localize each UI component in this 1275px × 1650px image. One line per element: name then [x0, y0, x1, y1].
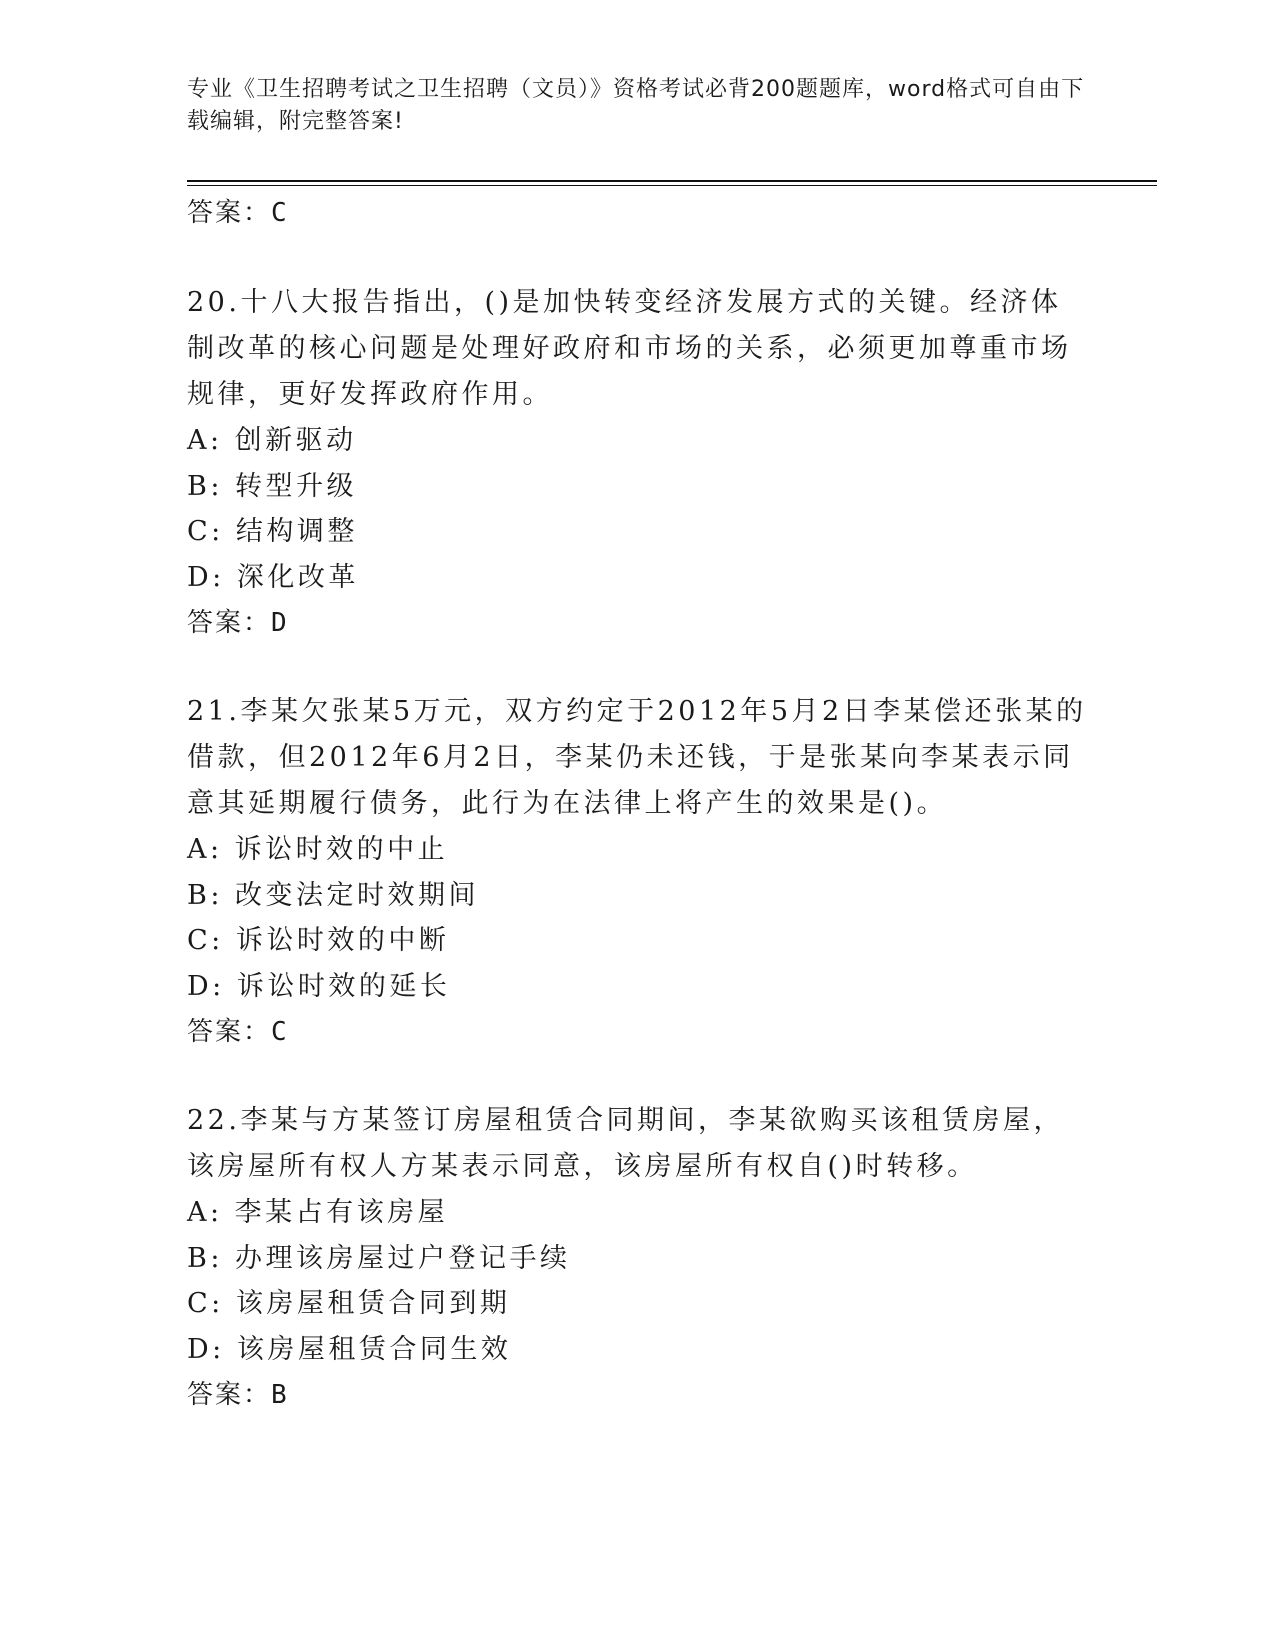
question-text: 22.李某与方某签订房屋租赁合同期间，李某欲购买该租赁房屋，该房屋所有权人方某表示同意，该房屋所有权自()时转移。	[187, 1105, 1064, 1182]
option-b: B: 转型升级	[187, 470, 358, 502]
option-b: B: 办理该房屋过户登记手续	[187, 1242, 571, 1274]
answer-label: 答案：	[187, 198, 272, 228]
answer-value: C	[271, 1017, 289, 1047]
answer-value: C	[271, 198, 289, 228]
option-a: A: 创新驱动	[187, 425, 357, 456]
question-20	[187, 280, 1087, 646]
question-22	[187, 1098, 1087, 1418]
option-b: B: 改变法定时效期间	[187, 879, 480, 911]
document-header: 专业《卫生招聘考试之卫生招聘（文员）》资格考试必背200题题库，word格式可自由下载编辑，附完整答案!	[187, 77, 1085, 134]
option-a: A: 李某占有该房屋	[187, 1197, 449, 1228]
previous-answer	[187, 190, 1087, 236]
answer-value: D	[271, 608, 289, 638]
option-d: D: 深化改革	[187, 561, 359, 593]
answer	[187, 1009, 1087, 1055]
answer-label: 答案：	[187, 608, 272, 638]
answer	[187, 1372, 1087, 1418]
question-21	[187, 689, 1087, 1055]
option-d: D: 诉讼时效的延长	[187, 970, 451, 1002]
document-body	[187, 190, 1087, 1418]
answer-label: 答案：	[187, 1017, 272, 1047]
answer-label: 答案：	[187, 1380, 272, 1410]
answer-value: B	[271, 1380, 289, 1410]
header-rule-secondary	[187, 185, 1157, 186]
question-text: 20.十八大报告指出，()是加快转变经济发展方式的关键。经济体制改革的核心问题是处理好政府和市场的关系，必须更加尊重市场规律，更好发挥政府作用。	[187, 287, 1072, 410]
option-d: D: 该房屋租赁合同生效	[187, 1333, 512, 1365]
answer	[187, 600, 1087, 646]
option-a: A: 诉讼时效的中止	[187, 834, 449, 865]
option-c: C: 诉讼时效的中断	[187, 925, 450, 956]
question-text: 21.李某欠张某5万元，双方约定于2012年5月2日李某偿还张某的借款，但2012年6月2日，李某仍未还钱，于是张某向李某表示同意其延期履行债务，此行为在法律上将产生的效果是()。	[187, 696, 1087, 819]
header-rule	[187, 180, 1157, 182]
option-c: C: 结构调整	[187, 516, 358, 547]
option-c: C: 该房屋租赁合同到期	[187, 1288, 511, 1319]
